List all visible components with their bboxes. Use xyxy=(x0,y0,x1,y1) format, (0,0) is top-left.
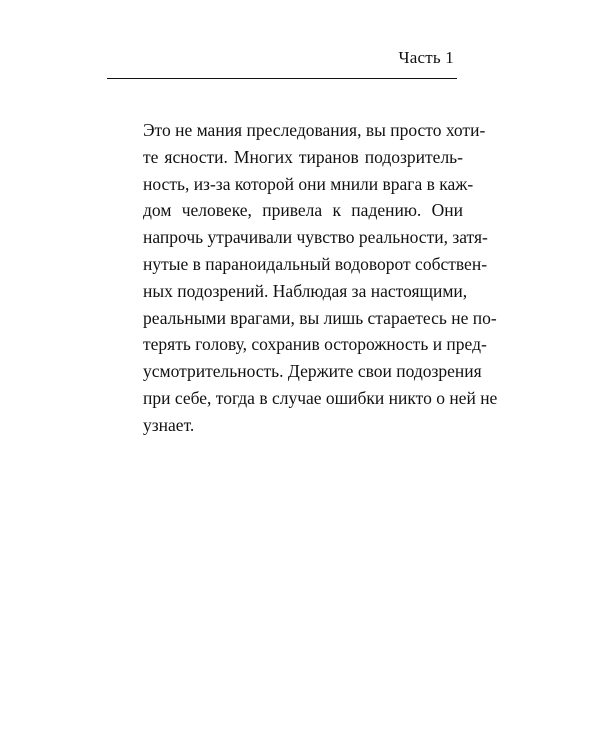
text-line: Это не мания преследования, вы просто хоти- xyxy=(143,120,486,140)
text-line: реальными врагами, вы лишь стараетесь не по- xyxy=(143,307,497,328)
text-line: при себе, тогда в случае ошибки никто о ней не xyxy=(143,387,498,408)
body-paragraph xyxy=(143,117,498,439)
text-line: ность, из-за которой они мнили врага в каж- xyxy=(143,173,474,194)
text-line: узнает. xyxy=(143,414,195,435)
text-line: ных подозрений. Наблюдая за настоящими, xyxy=(143,280,468,301)
header-rule xyxy=(107,78,457,79)
text-line: нутые в параноидальный водоворот собствен- xyxy=(143,253,488,274)
text-line: терять голову, сохранив осторожность и пред- xyxy=(143,334,487,355)
text-line: дом человеке, привела к падению. Они xyxy=(143,200,463,221)
running-header-title: Часть 1 xyxy=(398,48,454,67)
text-line: те ясности. Многих тиранов подозритель- xyxy=(143,146,463,167)
text-line: усмотрительность. Держите свои подозрения xyxy=(143,361,482,382)
text-line: напрочь утрачивали чувство реальности, затя- xyxy=(143,227,488,248)
